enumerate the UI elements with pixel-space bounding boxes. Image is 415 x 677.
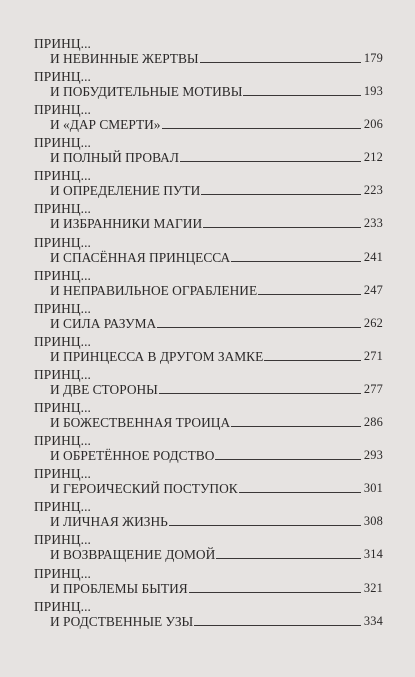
toc-entry-page-number: 206 (363, 117, 383, 132)
toc-leader-line (194, 624, 361, 626)
toc-leader-line (243, 94, 360, 96)
toc-entry-line (34, 183, 383, 198)
toc-entry-page-number: 314 (363, 547, 383, 562)
toc-entry-title: И НЕПРАВИЛЬНОЕ ОГРАБЛЕНИЕ (50, 282, 258, 298)
toc-leader-line (203, 226, 361, 228)
toc-entry-title: И НЕВИННЫЕ ЖЕРТВЫ (50, 51, 199, 66)
toc-entry-page-number: 212 (363, 150, 383, 165)
toc-entry-line (34, 514, 383, 529)
toc-entry-line (34, 84, 383, 99)
toc-entry-prefix: ПРИНЦ... (34, 565, 91, 581)
toc-entry (34, 201, 383, 234)
toc-leader-line (159, 392, 361, 394)
toc-entry-page-number: 193 (363, 84, 383, 99)
toc-entry-prefix: ПРИНЦ... (34, 598, 91, 614)
toc-entry (34, 499, 383, 532)
toc-entry (34, 235, 383, 268)
toc-entry (34, 532, 383, 565)
toc-entry (34, 334, 383, 367)
toc-entry-prefix: ПРИНЦ... (34, 135, 91, 151)
toc-leader-line (180, 160, 361, 162)
toc-entry-line (34, 51, 383, 66)
toc-entry-title: И СПАСЁННАЯ ПРИНЦЕССА (50, 249, 231, 265)
toc-entry-page-number: 233 (363, 216, 383, 231)
toc-entry-prefix: ПРИНЦ... (34, 400, 91, 416)
toc-entry-prefix: ПРИНЦ... (34, 466, 91, 482)
toc-entry-title: И ПОБУДИТЕЛЬНЫЕ МОТИВЫ (50, 84, 243, 100)
toc-entry-line (34, 250, 383, 265)
toc-entry-page-number: 241 (363, 249, 383, 264)
toc-entry-line (34, 349, 383, 364)
toc-entry-prefix: ПРИНЦ... (34, 102, 91, 118)
toc-entry-page-number: 277 (363, 381, 383, 396)
toc-leader-line (231, 260, 361, 262)
toc-entry-line (34, 481, 383, 496)
toc-leader-line (215, 458, 360, 460)
toc-entry (34, 102, 383, 135)
toc-entry-page-number: 321 (363, 580, 383, 595)
toc-entry-line (34, 581, 383, 596)
toc-entry-page-number: 334 (363, 613, 383, 628)
toc-entry-title: И СИЛА РАЗУМА (50, 315, 157, 331)
toc-entry-page-number: 262 (363, 315, 383, 330)
toc-leader-line (201, 193, 361, 195)
toc-entry (34, 400, 383, 433)
toc-entry-page-number: 286 (363, 415, 383, 430)
toc-entry-prefix: ПРИНЦ... (34, 300, 91, 316)
table-of-contents (34, 36, 383, 632)
toc-leader-line (239, 491, 361, 493)
toc-entry (34, 433, 383, 466)
toc-leader-line (200, 61, 361, 63)
toc-entry-title: И ПРИНЦЕССА В ДРУГОМ ЗАМКЕ (50, 348, 264, 364)
toc-entry-prefix: ПРИНЦ... (34, 333, 91, 349)
toc-entry-line (34, 382, 383, 397)
toc-leader-line (169, 524, 361, 526)
toc-entry-title: И БОЖЕСТВЕННАЯ ТРОИЦА (50, 415, 231, 431)
toc-entry (34, 599, 383, 632)
toc-entry-page-number: 247 (363, 282, 383, 297)
toc-leader-line (264, 359, 361, 361)
toc-entry-prefix: ПРИНЦ... (34, 234, 91, 250)
toc-entry-prefix: ПРИНЦ... (34, 69, 91, 85)
toc-entry-title: И ИЗБРАННИКИ МАГИИ (50, 216, 203, 232)
toc-entry (34, 566, 383, 599)
toc-entry-title: И ОПРЕДЕЛЕНИЕ ПУТИ (50, 183, 201, 199)
toc-entry (34, 268, 383, 301)
toc-entry-title: И РОДСТВЕННЫЕ УЗЫ (50, 613, 194, 629)
toc-entry-line (34, 448, 383, 463)
toc-entry-title: И ПОЛНЫЙ ПРОВАЛ (50, 150, 179, 166)
toc-entry-line (34, 150, 383, 165)
toc-entry-title: И ДВЕ СТОРОНЫ (50, 381, 158, 397)
toc-entry-page-number: 301 (363, 481, 383, 496)
toc-leader-line (189, 591, 361, 593)
toc-entry-prefix: ПРИНЦ... (34, 532, 91, 548)
toc-entry-prefix: ПРИНЦ... (34, 168, 91, 184)
toc-entry-line (34, 614, 383, 629)
toc-entry-prefix: ПРИНЦ... (34, 36, 91, 51)
toc-entry-title: И ВОЗВРАЩЕНИЕ ДОМОЙ (50, 547, 216, 563)
toc-entry-page-number: 271 (363, 348, 383, 363)
toc-entry-title: И «ДАР СМЕРТИ» (50, 117, 161, 133)
toc-leader-line (231, 425, 361, 427)
toc-entry-title: И ГЕРОИЧЕСКИЙ ПОСТУПОК (50, 481, 238, 497)
toc-entry-title: И ОБРЕТЁННОЕ РОДСТВО (50, 448, 215, 464)
toc-entry-page-number: 179 (363, 51, 383, 65)
toc-entry (34, 367, 383, 400)
toc-entry-prefix: ПРИНЦ... (34, 201, 91, 217)
toc-leader-line (258, 293, 361, 295)
toc-entry (34, 135, 383, 168)
toc-entry-page-number: 308 (363, 514, 383, 529)
toc-entry-line (34, 216, 383, 231)
toc-entry-prefix: ПРИНЦ... (34, 433, 91, 449)
toc-entry (34, 301, 383, 334)
toc-entry-prefix: ПРИНЦ... (34, 499, 91, 515)
toc-entry (34, 466, 383, 499)
toc-entry-prefix: ПРИНЦ... (34, 267, 91, 283)
toc-entry-line (34, 117, 383, 132)
toc-leader-line (162, 127, 361, 129)
toc-leader-line (157, 326, 361, 328)
toc-entry (34, 69, 383, 102)
toc-entry (34, 168, 383, 201)
toc-entry (34, 36, 383, 69)
toc-leader-line (216, 557, 361, 559)
toc-entry-line (34, 415, 383, 430)
toc-entry-page-number: 293 (363, 448, 383, 463)
toc-entry-line (34, 547, 383, 562)
toc-entry-page-number: 223 (363, 183, 383, 198)
toc-entry-prefix: ПРИНЦ... (34, 366, 91, 382)
toc-entry-title: И ПРОБЛЕМЫ БЫТИЯ (50, 580, 188, 596)
toc-entry-line (34, 316, 383, 331)
toc-entry-line (34, 283, 383, 298)
toc-entry-title: И ЛИЧНАЯ ЖИЗНЬ (50, 514, 168, 530)
